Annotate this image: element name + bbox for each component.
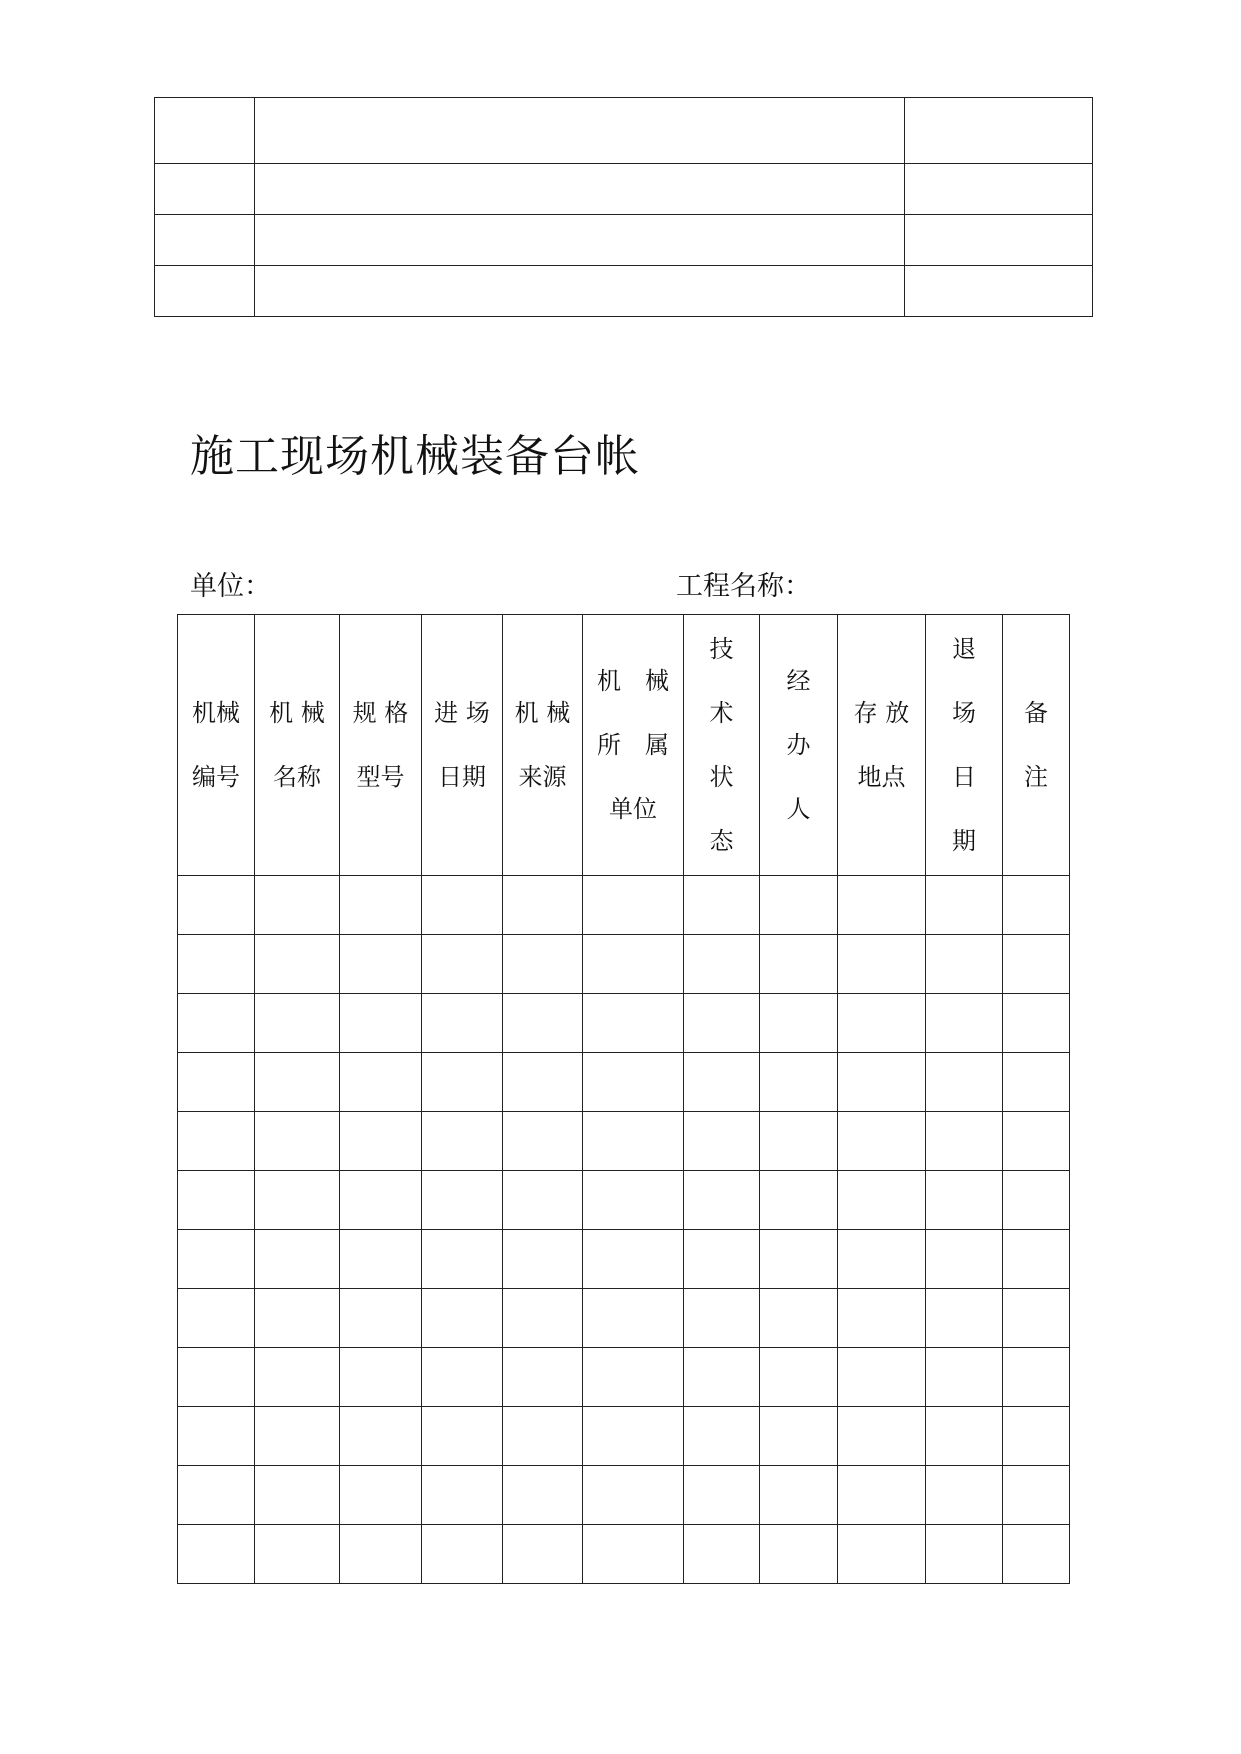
top-cell[interactable] (155, 215, 255, 266)
ledger-cell[interactable] (340, 1407, 422, 1466)
ledger-cell[interactable] (760, 1466, 838, 1525)
ledger-cell[interactable] (1003, 1348, 1070, 1407)
ledger-cell[interactable] (838, 1112, 926, 1171)
header-label: 机 械 来源 (514, 699, 571, 791)
ledger-cell[interactable] (583, 876, 684, 935)
ledger-cell[interactable] (340, 1348, 422, 1407)
header-label: 技 术 状 态 (709, 635, 734, 855)
ledger-cell[interactable] (583, 935, 684, 994)
ledger-cell[interactable] (422, 1171, 503, 1230)
top-table-row (155, 98, 1093, 164)
ledger-cell[interactable] (255, 935, 340, 994)
ledger-cell[interactable] (684, 1289, 760, 1348)
ledger-cell[interactable] (503, 1230, 583, 1289)
top-cell[interactable] (905, 215, 1093, 266)
ledger-cell[interactable] (760, 1407, 838, 1466)
ledger-cell[interactable] (684, 1407, 760, 1466)
table-row (178, 1466, 1070, 1525)
ledger-cell[interactable] (422, 1112, 503, 1171)
ledger-cell[interactable] (684, 1230, 760, 1289)
ledger-cell[interactable] (422, 1466, 503, 1525)
ledger-cell[interactable] (583, 1348, 684, 1407)
ledger-cell[interactable] (255, 1348, 340, 1407)
ledger-cell[interactable] (684, 1112, 760, 1171)
ledger-cell[interactable] (178, 1348, 255, 1407)
ledger-cell[interactable] (422, 1407, 503, 1466)
ledger-cell[interactable] (684, 876, 760, 935)
ledger-cell[interactable] (255, 1171, 340, 1230)
header-storage-location (838, 615, 926, 876)
ledger-cell[interactable] (503, 1053, 583, 1112)
ledger-cell[interactable] (340, 1230, 422, 1289)
top-table-row (155, 164, 1093, 215)
top-cell[interactable] (905, 164, 1093, 215)
header-handler (760, 615, 838, 876)
ledger-cell[interactable] (503, 1171, 583, 1230)
ledger-cell[interactable] (838, 1289, 926, 1348)
table-row (178, 994, 1070, 1053)
ledger-cell[interactable] (255, 1407, 340, 1466)
ledger-cell[interactable] (422, 876, 503, 935)
ledger-cell[interactable] (760, 994, 838, 1053)
ledger-cell[interactable] (178, 1407, 255, 1466)
ledger-cell[interactable] (1003, 1525, 1070, 1584)
header-label: 经 办 人 (786, 667, 811, 823)
header-label: 机械 编号 (192, 699, 240, 791)
ledger-cell[interactable] (503, 1289, 583, 1348)
top-table-row (155, 215, 1093, 266)
ledger-cell[interactable] (340, 1289, 422, 1348)
ledger-cell[interactable] (684, 1466, 760, 1525)
ledger-cell[interactable] (178, 876, 255, 935)
header-label: 备 注 (1024, 699, 1048, 791)
ledger-cell[interactable] (340, 1053, 422, 1112)
ledger-cell[interactable] (684, 1348, 760, 1407)
ledger-cell[interactable] (503, 876, 583, 935)
ledger-cell[interactable] (422, 994, 503, 1053)
ledger-cell[interactable] (838, 1407, 926, 1466)
ledger-cell[interactable] (503, 935, 583, 994)
ledger-cell[interactable] (760, 876, 838, 935)
ledger-cell[interactable] (583, 994, 684, 1053)
ledger-cell[interactable] (760, 1289, 838, 1348)
header-exit-date (926, 615, 1003, 876)
ledger-cell[interactable] (926, 935, 1003, 994)
header-spec-model (340, 615, 422, 876)
ledger-cell[interactable] (838, 1466, 926, 1525)
ledger-cell[interactable] (178, 1525, 255, 1584)
table-row (178, 1171, 1070, 1230)
top-cell[interactable] (255, 266, 905, 317)
ledger-cell[interactable] (583, 1466, 684, 1525)
ledger-cell[interactable] (340, 935, 422, 994)
ledger-cell[interactable] (1003, 1407, 1070, 1466)
ledger-cell[interactable] (1003, 1289, 1070, 1348)
ledger-cell[interactable] (926, 1171, 1003, 1230)
ledger-cell[interactable] (178, 1289, 255, 1348)
table-row (178, 1112, 1070, 1171)
top-cell[interactable] (155, 266, 255, 317)
ledger-cell[interactable] (340, 1525, 422, 1584)
ledger-cell[interactable] (178, 1053, 255, 1112)
ledger-cell[interactable] (926, 1230, 1003, 1289)
ledger-cell[interactable] (255, 1112, 340, 1171)
ledger-cell[interactable] (178, 1230, 255, 1289)
ledger-cell[interactable] (684, 994, 760, 1053)
table-row (178, 935, 1070, 994)
header-label: 进 场 日期 (434, 699, 490, 791)
ledger-cell[interactable] (1003, 876, 1070, 935)
ledger-cell[interactable] (503, 1112, 583, 1171)
ledger-cell[interactable] (760, 1525, 838, 1584)
table-row (178, 1230, 1070, 1289)
project-name-label: 工程名称： (676, 571, 811, 602)
ledger-cell[interactable] (583, 1112, 684, 1171)
ledger-cell[interactable] (926, 1466, 1003, 1525)
header-remarks (1003, 615, 1070, 876)
header-label: 机 械 名称 (269, 699, 325, 791)
ledger-cell[interactable] (178, 1171, 255, 1230)
ledger-cell[interactable] (926, 1348, 1003, 1407)
header-technical-status (684, 615, 760, 876)
header-owning-unit (583, 615, 684, 876)
ledger-cell[interactable] (255, 1525, 340, 1584)
top-cell[interactable] (155, 164, 255, 215)
ledger-cell[interactable] (255, 876, 340, 935)
ledger-cell[interactable] (1003, 935, 1070, 994)
table-row (178, 1289, 1070, 1348)
ledger-cell[interactable] (503, 1407, 583, 1466)
header-entry-date (422, 615, 503, 876)
ledger-cell[interactable] (1003, 1230, 1070, 1289)
ledger-cell[interactable] (422, 1289, 503, 1348)
ledger-cell[interactable] (760, 1112, 838, 1171)
ledger-cell[interactable] (838, 1171, 926, 1230)
ledger-cell[interactable] (583, 1171, 684, 1230)
ledger-cell[interactable] (178, 935, 255, 994)
ledger-cell[interactable] (422, 1053, 503, 1112)
ledger-cell[interactable] (583, 1407, 684, 1466)
table-row (178, 1053, 1070, 1112)
ledger-cell[interactable] (503, 994, 583, 1053)
ledger-cell[interactable] (838, 1348, 926, 1407)
ledger-cell[interactable] (178, 1466, 255, 1525)
ledger-cell[interactable] (1003, 1112, 1070, 1171)
ledger-cell[interactable] (255, 1053, 340, 1112)
ledger-cell[interactable] (255, 1466, 340, 1525)
ledger-cell[interactable] (178, 1112, 255, 1171)
ledger-cell[interactable] (1003, 1466, 1070, 1525)
ledger-cell[interactable] (583, 1525, 684, 1584)
header-label: 存 放 地点 (853, 699, 910, 791)
ledger-cell[interactable] (178, 994, 255, 1053)
unit-label: 单位： (190, 571, 271, 602)
ledger-cell[interactable] (255, 994, 340, 1053)
ledger-cell[interactable] (422, 1348, 503, 1407)
ledger-cell[interactable] (926, 1289, 1003, 1348)
ledger-cell[interactable] (926, 876, 1003, 935)
ledger-cell[interactable] (503, 1525, 583, 1584)
ledger-cell[interactable] (255, 1289, 340, 1348)
top-table-body (155, 98, 1093, 317)
page-title: 施工现场机械装备台帐 (190, 431, 640, 482)
ledger-cell[interactable] (926, 1112, 1003, 1171)
ledger-cell[interactable] (340, 994, 422, 1053)
ledger-cell[interactable] (684, 1171, 760, 1230)
header-label: 机 械 所 属 单位 (597, 667, 669, 823)
equipment-ledger-table (177, 614, 1070, 1584)
ledger-cell[interactable] (760, 1230, 838, 1289)
ledger-cell[interactable] (255, 1230, 340, 1289)
top-cell[interactable] (255, 164, 905, 215)
ledger-cell[interactable] (760, 1053, 838, 1112)
ledger-cell[interactable] (503, 1348, 583, 1407)
ledger-cell[interactable] (422, 1525, 503, 1584)
table-row (178, 1525, 1070, 1584)
ledger-cell[interactable] (422, 935, 503, 994)
ledger-cell[interactable] (926, 1525, 1003, 1584)
ledger-cell[interactable] (583, 1289, 684, 1348)
ledger-cell[interactable] (340, 1466, 422, 1525)
ledger-cell[interactable] (684, 935, 760, 994)
ledger-cell[interactable] (340, 876, 422, 935)
ledger-cell[interactable] (926, 994, 1003, 1053)
table-row (178, 1348, 1070, 1407)
top-cell[interactable] (255, 215, 905, 266)
ledger-cell[interactable] (760, 935, 838, 994)
ledger-cell[interactable] (760, 1171, 838, 1230)
ledger-cell[interactable] (838, 994, 926, 1053)
ledger-header-row (178, 615, 1070, 876)
ledger-cell[interactable] (583, 1053, 684, 1112)
ledger-cell[interactable] (684, 1053, 760, 1112)
ledger-cell[interactable] (684, 1525, 760, 1584)
ledger-body (178, 876, 1070, 1584)
ledger-cell[interactable] (926, 1053, 1003, 1112)
ledger-cell[interactable] (1003, 994, 1070, 1053)
header-machine-number (178, 615, 255, 876)
top-cell[interactable] (905, 266, 1093, 317)
ledger-cell[interactable] (1003, 1171, 1070, 1230)
top-table (154, 97, 1093, 317)
header-label: 退 场 日 期 (952, 635, 976, 855)
table-row (178, 1407, 1070, 1466)
ledger-cell[interactable] (340, 1171, 422, 1230)
header-machine-name (255, 615, 340, 876)
table-row (178, 876, 1070, 935)
ledger-cell[interactable] (838, 935, 926, 994)
top-table-row (155, 266, 1093, 317)
header-machine-source (503, 615, 583, 876)
ledger-cell[interactable] (926, 1407, 1003, 1466)
top-cell[interactable] (155, 98, 255, 164)
ledger-cell[interactable] (340, 1112, 422, 1171)
top-cell[interactable] (255, 98, 905, 164)
ledger-cell[interactable] (422, 1230, 503, 1289)
ledger-cell[interactable] (583, 1230, 684, 1289)
ledger-cell[interactable] (838, 1525, 926, 1584)
top-cell[interactable] (905, 98, 1093, 164)
ledger-cell[interactable] (838, 1230, 926, 1289)
ledger-cell[interactable] (838, 876, 926, 935)
ledger-cell[interactable] (503, 1466, 583, 1525)
ledger-cell[interactable] (760, 1348, 838, 1407)
ledger-cell[interactable] (838, 1053, 926, 1112)
ledger-cell[interactable] (1003, 1053, 1070, 1112)
header-label: 规 格 型号 (352, 699, 409, 791)
